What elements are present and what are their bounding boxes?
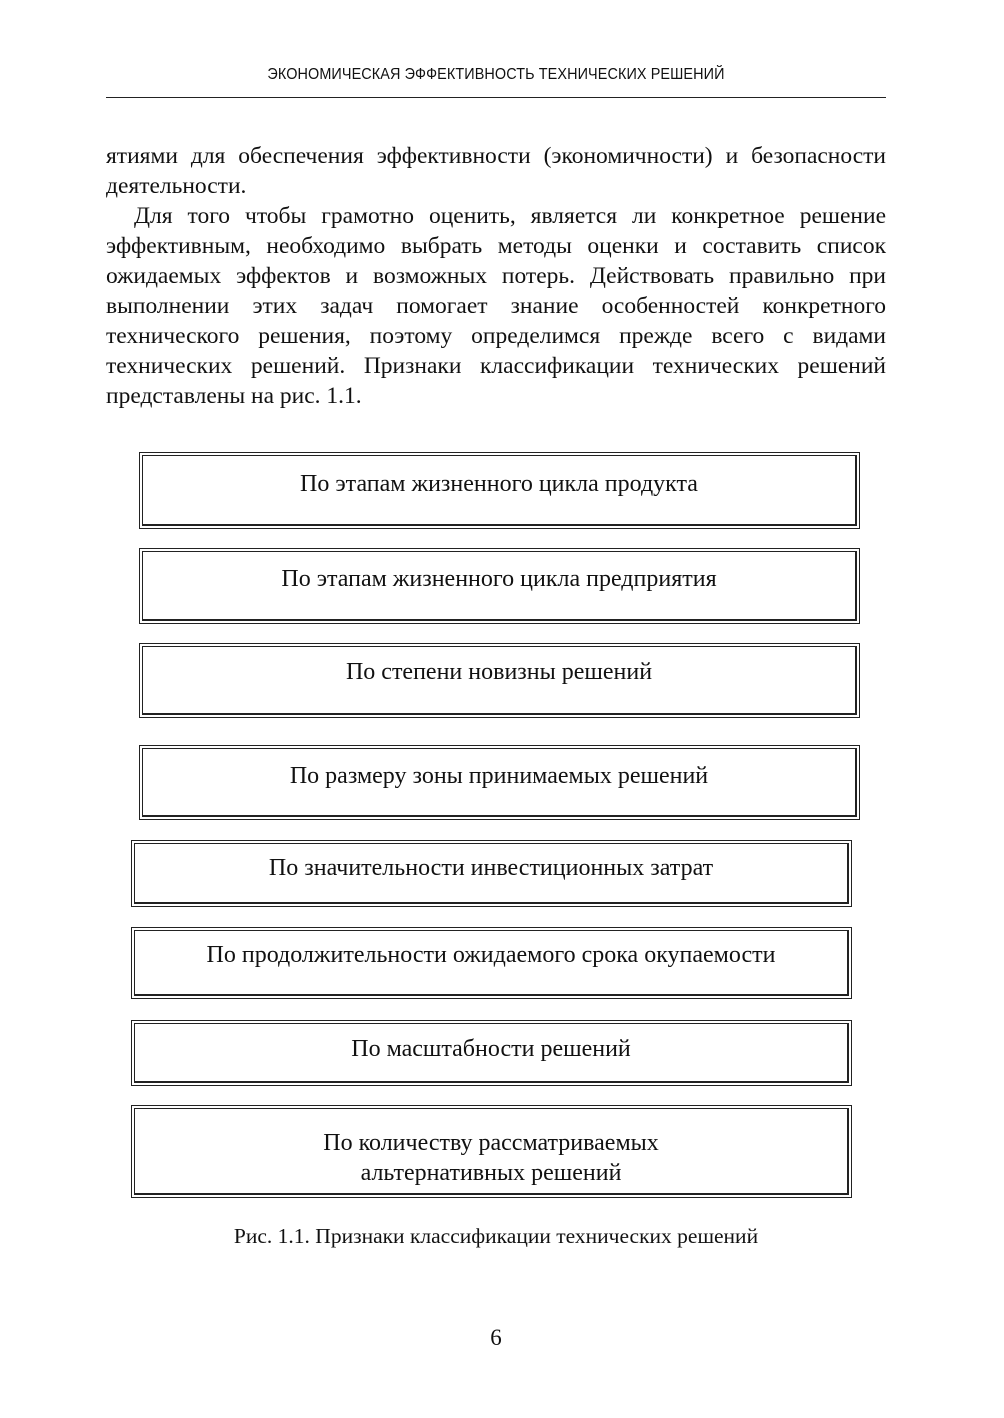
body-text <box>106 141 886 411</box>
box-label: По этапам жизненного цикла предприятия <box>281 566 717 592</box>
box-label-line-1: По количеству рассматриваемых <box>323 1129 659 1156</box>
box-label: По степени новизны решений <box>345 659 653 685</box>
classification-box-investment-costs <box>134 843 849 904</box>
box-label: По размеру зоны принимаемых решений <box>289 763 709 789</box>
box-label: По масштабности решений <box>351 1036 631 1062</box>
classification-box-decision-zone <box>142 748 857 817</box>
paragraph-continuation: ятиями для обеспечения эффективности (экономичности) и безопасности деятельности. <box>106 143 886 199</box>
classification-box-enterprise-lifecycle <box>142 551 857 621</box>
classification-box-alternatives <box>134 1108 849 1195</box>
running-header: ЭКОНОМИЧЕСКАЯ ЭФФЕКТИВНОСТЬ ТЕХНИЧЕСКИХ РЕШЕНИЙ <box>267 66 725 83</box>
header-divider <box>106 97 886 98</box>
classification-box-novelty <box>142 646 857 715</box>
page-number: 6 <box>490 1325 502 1350</box>
paragraph-intro: Для того чтобы грамотно оценить, является ли конкретное решение эффективным, необходимо выбрать методы оценки и составить список ожидаемых эффектов и возможных потерь. Действовать правильно при выполнении этих задач помогает знание особенностей конкретного технического решения, поэтому определимся прежде всего с видами технических решений. Признаки классификации технических решений представлены на рис. 1.1. <box>106 203 886 409</box>
box-label: По этапам жизненного цикла продукта <box>300 471 698 497</box>
classification-box-payback-period <box>134 930 849 996</box>
classification-box-product-lifecycle <box>142 455 857 526</box>
box-label: По продолжительности ожидаемого срока окупаемости <box>206 942 776 968</box>
box-label: По значительности инвестиционных затрат <box>268 855 714 881</box>
figure-caption: Рис. 1.1. Признаки классификации технических решений <box>233 1224 759 1248</box>
classification-box-scale <box>134 1023 849 1083</box>
box-label-line-2: альтернативных решений <box>360 1159 622 1186</box>
